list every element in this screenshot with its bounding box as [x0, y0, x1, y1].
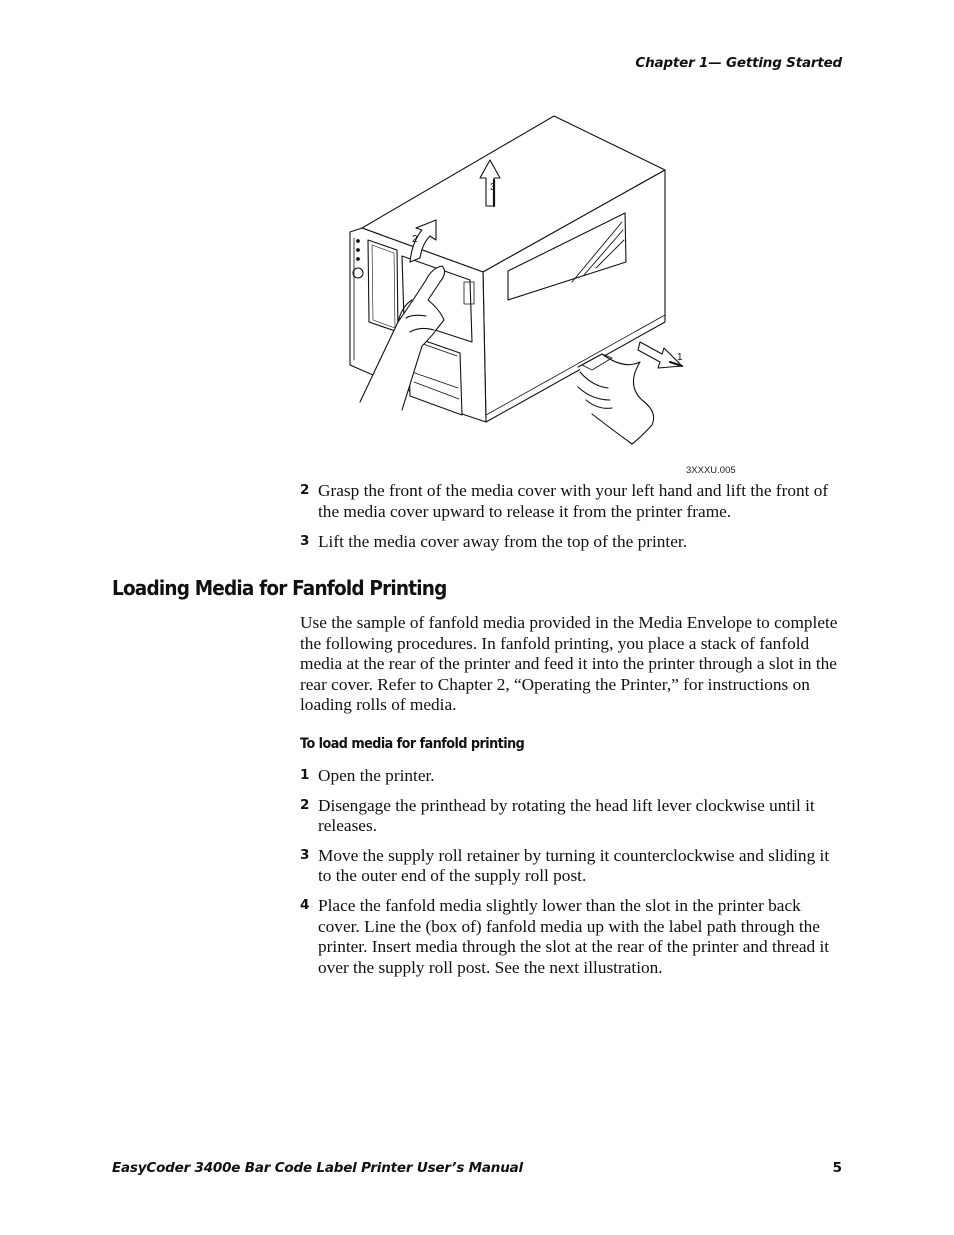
callout-1: 1 [677, 352, 683, 363]
step-text: Place the fanfold media slightly lower than the slot in the printer back cover. Line the (box of) fanfold media up with the label path through the printer. Insert media through the slot at the rear of the printer and thread it over the supply roll post. See the next illustration. [318, 895, 830, 977]
step-text: Move the supply roll retainer by turning it counterclockwise and sliding it to the outer end of the supply roll post. [318, 845, 830, 886]
procedure-title: To load media for fanfold printing [300, 736, 525, 752]
top-step-list [300, 481, 845, 553]
step-number: 3 [300, 533, 310, 550]
step-text: Open the printer. [318, 766, 435, 785]
figure-code: 3XXXU.005 [686, 465, 736, 476]
step-text: Grasp the front of the media cover with your left hand and lift the front of the media cover upward to release it from the printer frame. [318, 481, 829, 521]
top-step-2 [300, 481, 845, 522]
procedure-step-2 [300, 796, 845, 837]
step-number: 4 [300, 896, 310, 913]
step-number: 2 [300, 482, 310, 498]
step-text: Lift the media cover away from the top of the printer. [318, 532, 688, 552]
callout-2: 2 [412, 234, 418, 245]
arrow-1-icon [638, 342, 682, 368]
footer-manual-title: EasyCoder 3400e Bar Code Label Printer User’s Manual [112, 1160, 523, 1176]
step-number: 3 [300, 846, 310, 863]
procedure-step-list [300, 766, 845, 978]
callout-3: 3 [490, 182, 496, 193]
section-intro: Use the sample of fanfold media provided in the Media Envelope to complete the following procedures. In fanfold printing, you place a stack of fanfold media at the rear of the printer and feed it into the printer through a slot in the rear cover. Refer to Chapter 2, “Operating the Printer,” for instructions on loading rolls of media. [300, 613, 838, 715]
step-number: 2 [300, 796, 310, 813]
section-title: Loading Media for Fanfold Printing [112, 576, 447, 600]
step-text: Disengage the printhead by rotating the head lift lever clockwise until it releases. [318, 795, 815, 836]
procedure-step-4 [300, 896, 845, 978]
printer-illustration [340, 110, 700, 460]
page-number: 5 [832, 1160, 842, 1176]
running-head: Chapter 1— Getting Started [635, 55, 842, 71]
procedure-step-1 [300, 766, 845, 787]
right-hand [578, 354, 654, 444]
step-number: 1 [300, 767, 310, 783]
procedure-step-3 [300, 846, 845, 887]
top-step-3 [300, 532, 845, 553]
